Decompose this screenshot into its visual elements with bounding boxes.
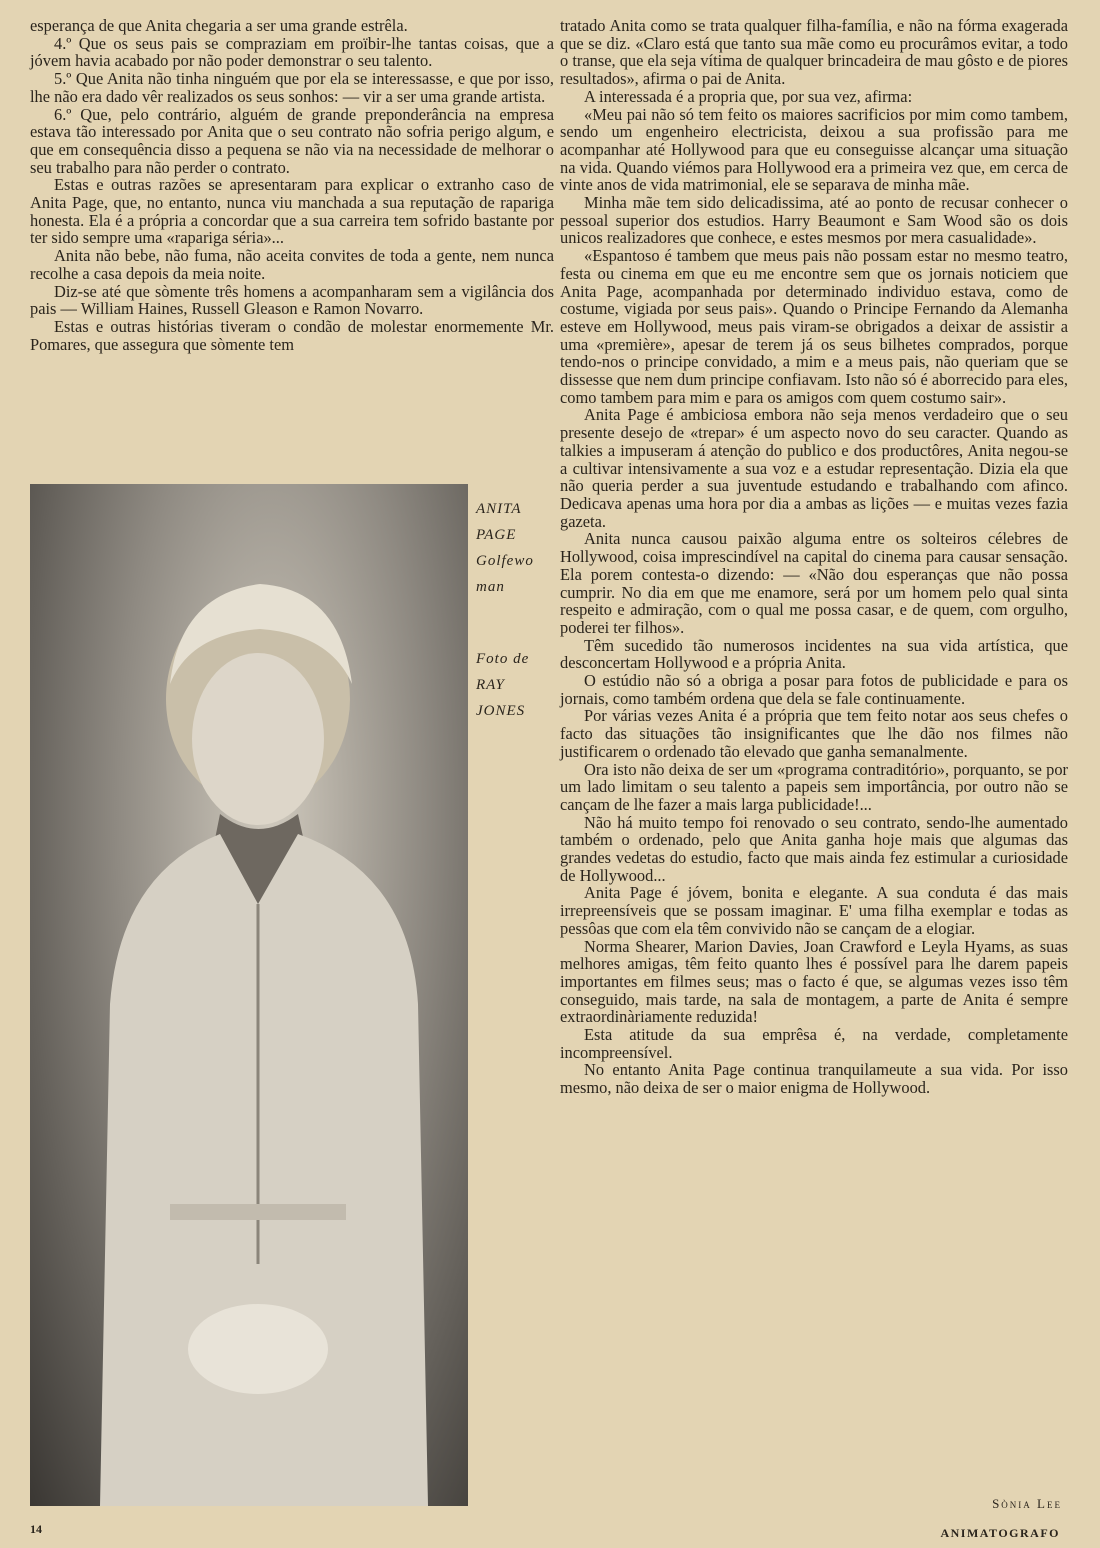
paragraph: Esta atitude da sua emprêsa é, na verdade, completamente incompreensível. [560, 1025, 1068, 1062]
portrait-block [30, 484, 554, 1506]
caption-line: ANITA [476, 501, 522, 517]
credit-line: JONES [476, 703, 526, 719]
photo-credit [476, 646, 529, 724]
caption-line: Golfewo [476, 553, 534, 569]
caption-line: PAGE [476, 527, 517, 543]
paragraph: A interessada é a propria que, por sua vez, afirma: [584, 86, 913, 106]
credit-line: Foto de [476, 651, 530, 667]
paragraph: Norma Shearer, Marion Davies, Joan Crawford e Leyla Hyams, as suas melhores amigas, têm feito quanto lhes é possível para lhe darem papeis importantes em filmes seus; mas o facto é que, se algumas vezes isso têm conseguido, mais tarde, na sala de montagem, a parte de Anita é sempre extraordinàriamente reduzida! [560, 936, 1068, 1027]
page-number: 14 [30, 1522, 42, 1536]
paragraph: O estúdio não só a obriga a posar para fotos de publicidade e para os jornais, como também ordena que dela se fale continuamente. [560, 671, 1068, 708]
photo-caption [476, 496, 534, 600]
paragraph: Estas e outras histórias tiveram o condão de molestar enormemente Mr. Pomares, que assegura que sòmente tem [30, 316, 554, 354]
paragraph: Por várias vezes Anita é a própria que tem feito notar aos seus chefes o facto das situações tão insignificantes que lhe dão nos filmes não justificarem o ordenado tão elevado que ganha semanalmente. [560, 706, 1068, 761]
paragraph: Têm sucedido tão numerosos incidentes na sua vida artística, que desconcertam Hollywood e a própria Anita. [560, 635, 1068, 673]
paragraph: 5.º Que Anita não tinha ninguém que por ela se interessasse, e que por isso, lhe não era dado vêr realizados os seus sonhos: — vir a ser uma grande artista. [30, 69, 554, 106]
paragraph: Minha mãe tem sido delicadissima, até ao ponto de recusar conhecer o pessoal superior dos estudios. Harry Beaumont e Sam Wood são os dois unicos realizadores que conhece, e estes mesmos por mera casualidade». [560, 193, 1068, 248]
portrait-photo [30, 484, 468, 1506]
magazine-name: ANIMATOGRAFO [940, 1526, 1060, 1540]
paragraph: Não há muito tempo foi renovado o seu contrato, sendo-lhe aumentado também o ordenado, pelo que Anita ganha hoje mais que algumas das grandes vedetas do estudio, facto que mais ainda fez estimular a curiosidade de Hollywood... [560, 812, 1068, 885]
paragraph: Estas e outras razões se apresentaram para explicar o extranho caso de Anita Page, que, no entanto, nunca viu manchada a sua reputação de rapariga honesta. Ela é a própria a concordar que a sua carreira tem sofrido bastante por ter sido sempre uma «rapariga séria»... [30, 175, 554, 248]
left-column-text [30, 17, 554, 353]
paragraph: Anita não bebe, não fuma, não aceita convites de toda a gente, nem nunca recolhe a casa depois da meia noite. [30, 246, 554, 283]
paragraph: 6.º Que, pelo contrário, alguém de grande preponderância na empresa estava tão interessado por Anita que o seu contrato não sofria perigo algum, e que em consequência disso a pequena se não via na necessidade de melhorar o seu trabalho para não perder o contrato. [30, 104, 554, 177]
caption-line: man [476, 579, 505, 595]
paragraph: No entanto Anita Page continua tranquilameute a sua vida. Por isso mesmo, não deixa de ser o maior enigma de Hollywood. [560, 1060, 1068, 1098]
paragraph: 4.º Que os seus pais se compraziam em proïbir-lhe tantas coisas, que a jóvem havia acabado por não poder demonstrar o seu talento. [30, 33, 554, 71]
paragraph: tratado Anita como se trata qualquer filha-família, e não na fórma exagerada que se diz. «Claro está que tanto sua mãe como eu procurâmos evitar, a todo o transe, que ela seja vítima de qualquer brincadeira de mau gôsto e de piores resultados», afirma o pai de Anita. [560, 16, 1068, 89]
paragraph: Anita Page é jóvem, bonita e elegante. A sua conduta é das mais irrepreensíveis que se possam imaginar. E' uma filha exemplar e todas as pessôas que com ela têm convivido não se cançam de a elogiar. [560, 883, 1068, 938]
paragraph: Anita Page é ambiciosa embora não seja menos verdadeiro que o seu presente desejo de «trepar» é um aspecto novo do seu caracter. Quando as talkies a impuseram á atenção do publico e dos productôres, Anita negou-se a cultivar intensivamente a sua voz e a estudar representação. Dizia ela que não queria perder a sua juventude estudando e trabalhando com afinco. Dedicava apenas uma hora por dia a ambas as lições — e muitas vezes fazia gazeta. [560, 405, 1068, 531]
paragraph: Anita nunca causou paixão alguma entre os solteiros célebres de Hollywood, coisa imprescindível na capital do cinema para causar sensação. Ela porem contesta-o dizendo: — «Não dou esperanças que não possa cumprir. No dia em que me enamore, será por um homem pelo qual sinta respeito e admiração, com o qual me possa casar, e de quem, com orgulho, poderei ter filhos». [560, 529, 1068, 637]
author-signature: Sònia Lee [992, 1496, 1062, 1511]
paragraph: «Espantoso é tambem que meus pais não possam estar no mesmo teatro, festa ou cinema em que eu me encontre sem que os jornais noticiem que Anita Page, acompanhada por determinado individuo estava, como de costume, vigiada por seus pais». Quando o Principe Fernando da Alemanha esteve em Hollywood, meus pais viram-se obrigados a deixar de assistir a uma «première», apesar de terem já os seus bilhetes comprados, porque tendo-nos o principe convidado, a mim e a meus pais, não queriam que se dissesse que nem dum principe confiavam. Isto não só é aborrecido para eles, como tambem para mim e para os amigos com quem costumo sair». [560, 246, 1068, 407]
paragraph: Ora isto não deixa de ser um «programa contraditório», porquanto, se por um lado limitam o seu talento a papeis sem importância, por outro não se cançam de lhe fazer a mais larga publicidade!... [560, 759, 1068, 814]
portrait-figure-icon [30, 484, 468, 1506]
paragraph: esperança de que Anita chegaria a ser uma grande estrêla. [30, 16, 408, 35]
credit-line: RAY [476, 677, 505, 693]
right-column-text [560, 17, 1068, 1097]
paragraph: Diz-se até que sòmente três homens a acompanharam sem a vigilância dos pais — William Haines, Russell Gleason e Ramon Novarro. [30, 281, 554, 319]
paragraph: «Meu pai não só tem feito os maiores sacrificios por mim como tambem, sendo um engenheiro electricista, deixou a sua profissão para me acompanhar até Hollywood para que eu conseguisse alcançar uma situação na vida. Quando viémos para Hollywood era a primeira vez que, em cerca de vinte anos de vida matrimonial, ele se separava de minha mãe. [560, 104, 1068, 195]
